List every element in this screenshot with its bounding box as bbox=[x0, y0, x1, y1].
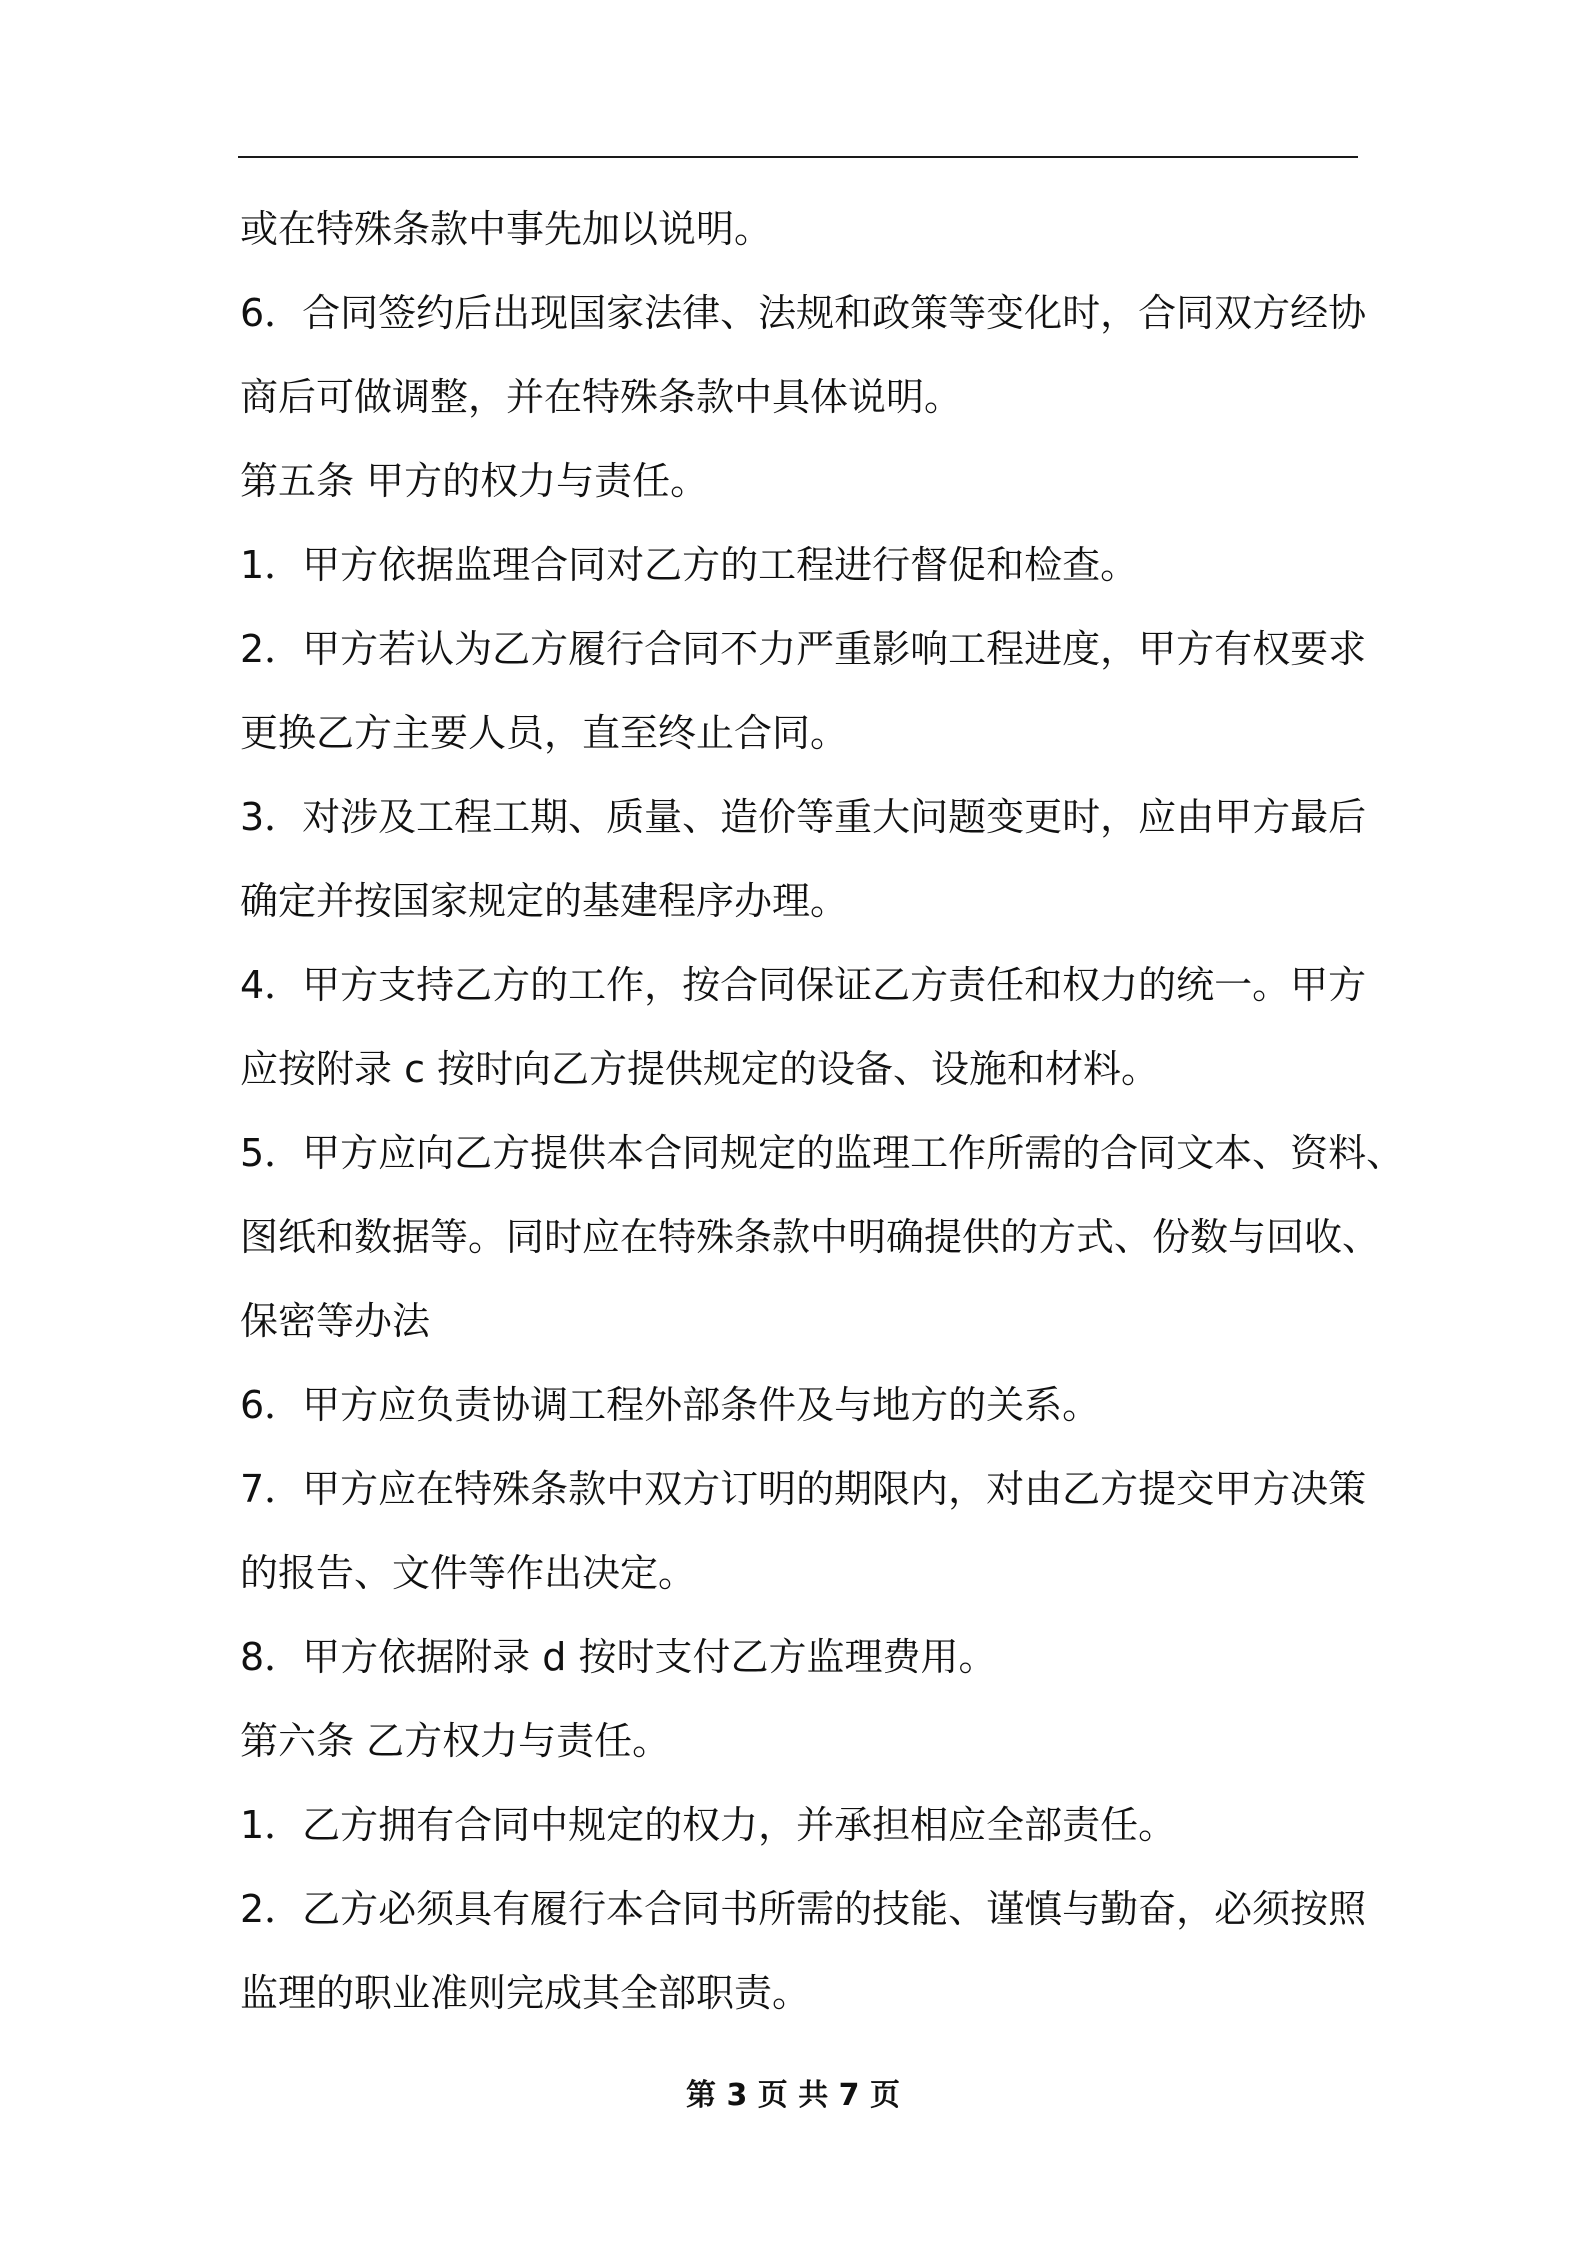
document-body bbox=[240, 197, 1405, 2045]
text-line: 6．甲方应负责协调工程外部条件及与地方的关系。 bbox=[240, 1383, 1101, 1427]
text-line: 或在特殊条款中事先加以说明。 bbox=[240, 207, 773, 251]
text-line: 3．对涉及工程工期、质量、造价等重大问题变更时，应由甲方最后 bbox=[240, 795, 1367, 839]
text-line: 应按附录 c 按时向乙方提供规定的设备、设施和材料。 bbox=[240, 1047, 1160, 1091]
text-line: 5．甲方应向乙方提供本合同规定的监理工作所需的合同文本、资料、 bbox=[240, 1131, 1405, 1175]
text-line: 7．甲方应在特殊条款中双方订明的期限内，对由乙方提交甲方决策 bbox=[240, 1467, 1367, 1511]
header-divider bbox=[238, 156, 1358, 158]
text-line: 确定并按国家规定的基建程序办理。 bbox=[240, 879, 849, 923]
page-number: 第 3 页 共 7 页 bbox=[686, 2078, 900, 2113]
text-line: 2．甲方若认为乙方履行合同不力严重影响工程进度，甲方有权要求 bbox=[240, 627, 1367, 671]
text-line: 更换乙方主要人员，直至终止合同。 bbox=[240, 711, 849, 755]
section-heading: 第六条 乙方权力与责任。 bbox=[240, 1719, 671, 1763]
text-line: 1．甲方依据监理合同对乙方的工程进行督促和检查。 bbox=[240, 543, 1139, 587]
text-line: 商后可做调整，并在特殊条款中具体说明。 bbox=[240, 375, 963, 419]
text-line: 8．甲方依据附录 d 按时支付乙方监理费用。 bbox=[240, 1635, 997, 1679]
text-line: 4．甲方支持乙方的工作，按合同保证乙方责任和权力的统一。甲方 bbox=[240, 963, 1367, 1007]
text-line: 保密等办法 bbox=[240, 1299, 431, 1343]
text-line: 的报告、文件等作出决定。 bbox=[240, 1551, 697, 1595]
text-line: 2．乙方必须具有履行本合同书所需的技能、谨慎与勤奋，必须按照 bbox=[240, 1887, 1367, 1931]
text-line: 监理的职业准则完成其全部职责。 bbox=[240, 1971, 811, 2015]
text-line: 6．合同签约后出现国家法律、法规和政策等变化时，合同双方经协 bbox=[240, 291, 1367, 335]
text-line: 图纸和数据等。同时应在特殊条款中明确提供的方式、份数与回收、 bbox=[240, 1215, 1381, 1259]
section-heading: 第五条 甲方的权力与责任。 bbox=[240, 459, 709, 503]
text-line: 1．乙方拥有合同中规定的权力，并承担相应全部责任。 bbox=[240, 1803, 1177, 1847]
